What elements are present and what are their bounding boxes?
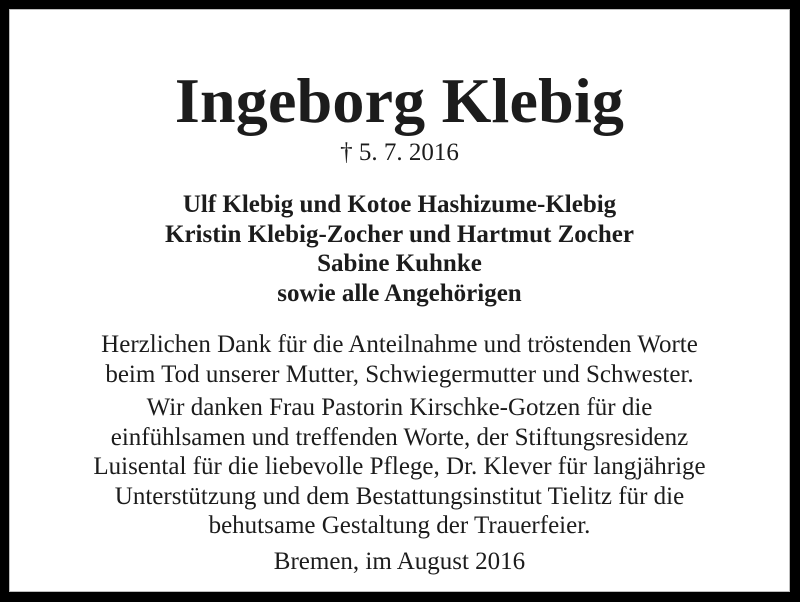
- family-list: [10, 190, 789, 308]
- place-and-date: Bremen, im August 2016: [273, 548, 526, 575]
- text-line: Wir danken Frau Pastorin Kirschke-Gotzen für die: [146, 394, 653, 421]
- text-line: beim Tod unserer Mutter, Schwiegermutter und Schwester.: [105, 360, 694, 388]
- death-date: † 5. 7. 2016: [340, 139, 459, 166]
- thanks-paragraph-2: [10, 393, 789, 541]
- family-line: Sabine Kuhnke: [317, 250, 482, 277]
- family-line: Ulf Klebig und Kotoe Hashizume-Klebig: [182, 191, 617, 218]
- text-line: einfühlsamen und treffenden Worte, der Stiftungsresidenz: [110, 423, 689, 451]
- obituary-notice: [9, 9, 790, 592]
- thanks-paragraph-1: [10, 330, 789, 389]
- text-line: behutsame Gestaltung der Trauerfeier.: [208, 512, 591, 539]
- deceased-name: Ingeborg Klebig: [174, 65, 625, 136]
- family-line: Kristin Klebig-Zocher und Hartmut Zocher: [165, 220, 634, 248]
- text-line: Luisental für die liebevolle Pflege, Dr. Klever für langjährige: [93, 453, 706, 480]
- text-line: Herzlichen Dank für die Anteilnahme und tröstenden Worte: [101, 331, 698, 358]
- text-line: Unterstützung und dem Bestattungsinstitut Tielitz für die: [114, 482, 685, 510]
- family-line: sowie alle Angehörigen: [277, 279, 522, 307]
